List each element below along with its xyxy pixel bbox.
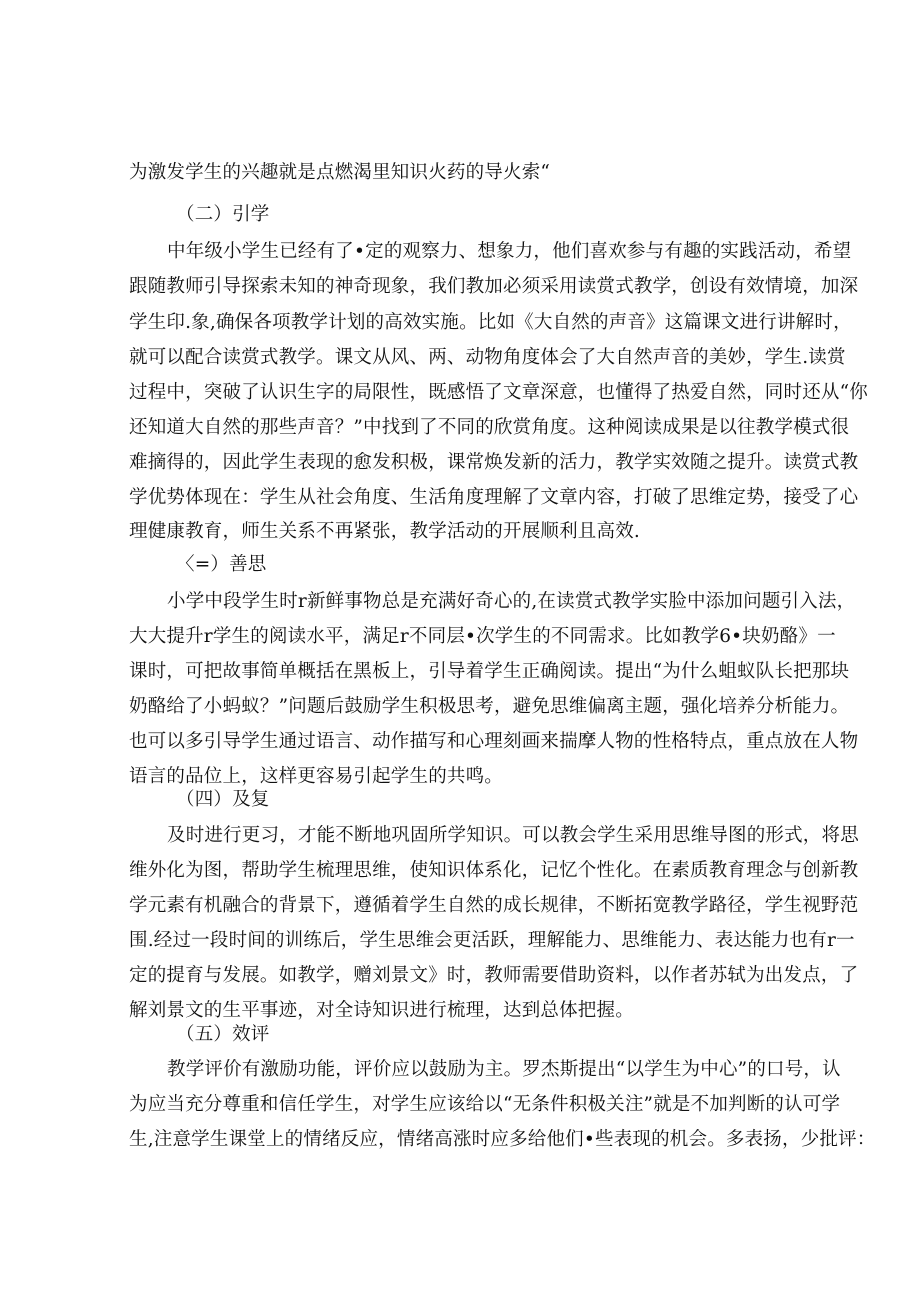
paragraph-line: 教学评价有激励功能，评价应以鼓励为主。罗杰斯提出“以学生为中心”的口号，认 [167, 1059, 841, 1080]
paragraph-line: 围.经过一段时间的训练后，学生思维会更活跃，理解能力、思维能力、表达能力也有r一 [129, 930, 855, 951]
paragraph-line: 中年级小学生已经有了•定的观察力、想象力，他们喜欢参与有趣的实践活动，希望 [167, 241, 852, 262]
paragraph-line: 跟随教师引导探索未知的神奇现象，我们教加必须采用读赏式教学，创设有效情境，加深 [129, 276, 859, 297]
section-heading-shansi: 〈=）善思 [176, 554, 267, 575]
paragraph-line: 大大提升r学生的阅读水平，满足r不同层•次学生的不同需求。比如教学6•块奶酪》一 [129, 626, 836, 647]
paragraph-line: 定的提育与发展。如教学，赠刘景文》时，教师需要借助资料，以作者苏轼为出发点，了 [129, 965, 859, 986]
section-heading-yinxue: （二）引学 [176, 204, 270, 225]
paragraph-line: 学优势体现在：学生从社会角度、生活角度理解了文章内容，打破了思维定势，接受了心 [129, 487, 859, 508]
intro-line: 为激发学生的兴趣就是点燃渴里知识火药的导火索“ [129, 162, 551, 183]
paragraph-line: 就可以配合读赏式教学。课文从风、两、动物角度体会了大自然声音的美妙，学生.读赏 [129, 347, 846, 368]
paragraph-line: 学元素有机融合的背景下，遵循着学生自然的成长规律，不断拓宽教学路径，学生视野范 [129, 895, 859, 916]
paragraph-line: 理健康教育，师生关系不再紧张，教学活动的开展顺利且高效. [129, 521, 640, 542]
paragraph-line: 学生印.象,确保各项教学计划的高效实施。比如《大自然的声音》这篇课文进行讲解时， [129, 312, 852, 333]
paragraph-line: 过程中，突破了认识生字的局限性，既感悟了文章深意，也懂得了热爱自然，同时还从“你 [129, 382, 868, 403]
paragraph-line: 还知道大自然的那些声音？”中找到了不同的欣赏角度。这种阅读成果是以往教学模式很 [129, 417, 850, 438]
paragraph-line: 语言的品位上，这样更容易引起学生的共鸣。 [129, 766, 504, 787]
paragraph-line: 为应当充分尊重和信任学生，对学生应该给以“无条件积极关注”就是不加判断的认可学 [129, 1094, 841, 1115]
paragraph-line: 课时，可把故事简单概括在黑板上，引导着学生正确阅读。提出“为什么蛆蚁队长把那块 [129, 661, 850, 682]
paragraph-line: 小学中段学生时r新鲜事物总是充满好奇心的,在读赏式教学实脸中添加问题引入法， [167, 591, 856, 612]
paragraph-line: 解刘景文的生平事迹，对全诗知识进行梳理，达到总体把握。 [129, 1000, 634, 1021]
paragraph-line: 也可以多引导学生通过语言、动作描写和心理刻画来揣摩人物的性格特点，重点放在人物 [129, 731, 859, 752]
paragraph-line: 生,注意学生课堂上的情绪反应，情绪高涨时应多给他们•些表现的机会。多表扬，少批评： [129, 1129, 876, 1150]
paragraph-line: 维外化为图，帮助学生梳理思维，使知识体系化，记忆个性化。在素质教育理念与创新教 [129, 860, 859, 881]
section-heading-jifu: （四）及复 [176, 789, 270, 810]
paragraph-line: 及时进行更习，才能不断地巩固所学知识。可以教会学生采用思维导图的形式，将思 [167, 825, 859, 846]
paragraph-line: 奶酪给了小蚂蚁？”问题后鼓励学生积极思考，避免思维偏离主题，强化培养分析能力。 [129, 696, 850, 717]
paragraph-line: 难摘得的，因此学生表现的愈发积极，课常焕发新的活力，教学实效随之提升。读赏式教 [129, 452, 859, 473]
section-heading-xiaoping: （五）效评 [176, 1024, 270, 1045]
